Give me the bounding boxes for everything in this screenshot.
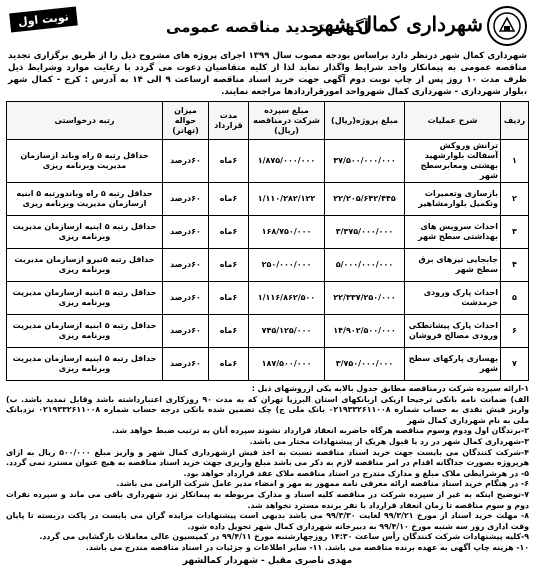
- conditions-list: [6, 381, 529, 554]
- work-description: جابجایی تیرهای برق سطح شهر: [405, 249, 501, 282]
- advance-percent: ۶۰درصد: [163, 315, 209, 348]
- table-header-row: [7, 102, 529, 140]
- advance-percent: ۶۰درصد: [163, 183, 209, 216]
- required-grade: حداقل رتبه ۵ راه وباندورتبه ۵ ابنیه ازسازمان مدیریت وبرنامه ریزی: [7, 183, 163, 216]
- project-budget: ۳/۷۵۰/۰۰۰/۰۰۰: [325, 348, 405, 381]
- tender-deposit: ۷۴۵/۱۲۵/۰۰۰: [249, 315, 325, 348]
- work-description: احداث پارک ورودی خرمدشت: [405, 282, 501, 315]
- work-description: احداث پارک پیشانطکی ورودی مصالح فروشان: [405, 315, 501, 348]
- required-grade: حداقل رتبه ۵ ابنیه ازسازمان مدیریت وبرنامه ریزی: [7, 216, 163, 249]
- table-row: [7, 348, 529, 381]
- row-number: ۳: [501, 216, 529, 249]
- intro-paragraph: شهرداری کمال شهر درنظر دارد براساس بودجه مصوب سال ۱۳۹۹ اجرای پروژه های مشروح ذیل را از طریق برگزاری تجدید مناقصه عمومی به پیمانکار واجد شرایط واگذار نماید لذا از کلیه متقاضیان دعوت می گردد با رعایت موارد وشرایط ذیل ظرف مدت ۱۰ روز پس از چاپ نوبت دوم آگهی جهت خرید اسناد مناقصه ازساعت ۹ الی ۱۴ به آدرس : کرج - کمال شهر ،بلوار شهرداری - شهرداری کمال شهرواحد امورقراردادها مراجعه نمایند.: [8, 51, 528, 97]
- table-row: [7, 282, 529, 315]
- project-budget: ۵/۰۰۰/۰۰۰/۰۰۰: [325, 249, 405, 282]
- header-work: شرح عملیات: [405, 102, 501, 140]
- contract-duration: ۶ماه: [209, 348, 249, 381]
- condition-item: ۵- در هرشرایطی ملاک مبلغ و مدارک مندرج در اسناد مناقصه ملاک عقد قرارداد خواهد بود.: [183, 468, 529, 478]
- header-deposit: مبلغ سپرده شرکت درمناقصه (ریال): [249, 102, 325, 140]
- contract-duration: ۶ماه: [209, 183, 249, 216]
- required-grade: حداقل رتبه ۵ ابنیه ازسازمان مدیریت وبرنامه ریزی: [7, 348, 163, 381]
- header-advance: میزان حواله (تهاتر): [163, 102, 209, 140]
- header-grade: رتبه درخواستی: [7, 102, 163, 140]
- condition-item: ۹-کلیه پیشنهادات شرکت کنندگان رأس ساعت ۱۴:۳۰ روزچهارشنبه مورخ ۹۹/۴/۱۱ در کمیسیون عالی معاملات بازگشایی می گردد.: [39, 532, 529, 542]
- contract-duration: ۶ماه: [209, 140, 249, 183]
- condition-item: ۱-ارائه سپرده شرکت درمناقصه مطابق جدول بالابه یکی ازروشهای ذیل :: [251, 384, 529, 393]
- condition-item: الف) ضمانت نامه بانکی ترجیحا ازیکی ازبانکهای استان البرزیا تهران که به مدت ۹۰ روزکاری اعتبارداشته باشد وقابل تمدید باشد. ب) واریز فیش نقدی به حساب شماره ۰۲۱۹۳۳۲۶۱۱۰۰۸ بانک ملی ج) چک تضمین شده بانکی درجه حساب شماره ۰۲۱۹۳۳۲۶۱۱۰۰۸ نزدبانک ملی به نام شهرداری کمال شهر: [6, 394, 529, 425]
- work-description: بازسازی وتعمیرات وتکمیل بلوارمشاهیر: [405, 183, 501, 216]
- table-row: [7, 183, 529, 216]
- row-number: ۱: [501, 140, 529, 183]
- condition-item: ۸- مهلت خرید اسناد از مورخ ۹۹/۳/۲۱ لغایت ۹۹/۳/۳۰ می باشد بدیهی است پیشنهادات مزایده گران می بایست در پاکت دربسته تا پایان وقت اداری روز سه شنبه مورخ ۹۹/۴/۱۰ به دبیرخانه شهرداری کمال شهر تحویل داده شود.: [6, 511, 529, 531]
- condition-item: ۲-برندگان اول ودوم وسوم مناقصه هرگاه حاضربه انعقاد قرارداد نشوند سپرده آنان به ترتیب ضبط خواهد شد.: [111, 426, 529, 436]
- projects-table: [6, 101, 529, 381]
- tender-deposit: ۱/۱۱۶/۸۶۲/۵۰۰: [249, 282, 325, 315]
- contract-duration: ۶ماه: [209, 282, 249, 315]
- tender-deposit: ۲۵۰/۰۰۰/۰۰۰: [249, 249, 325, 282]
- table-row: [7, 216, 529, 249]
- advance-percent: ۶۰درصد: [163, 216, 209, 249]
- contract-duration: ۶ماه: [209, 249, 249, 282]
- project-budget: ۲۲/۳۳۷/۲۵۰/۰۰۰: [325, 282, 405, 315]
- advance-percent: ۶۰درصد: [163, 249, 209, 282]
- row-number: ۲: [501, 183, 529, 216]
- condition-item: ۳-شهرداری کمال شهر در رد یا قبول هریک از پیشنهادات مختار می باشد.: [249, 436, 529, 446]
- municipality-name: شهرداری کمال شهر: [313, 12, 483, 36]
- condition-item: ۷-توضیح اینکه به غیر از سپرده شرکت در مناقصه کلیه اسناد و مدارک مربوطه به پیمانکار نزد شهرداری باقی می ماند و سپرده نفرات دوم و سوم مناقصه تا زمان انعقاد قرارداد با نفر برنده مسترد نخواهد شد.: [6, 489, 529, 510]
- condition-item: ۴-شرکت کنندگان می بایست جهت خرید اسناد مناقصه نسبت به اخذ فیش ازشهرداری کمال شهر و واریز مبلغ ۵۰۰/۰۰۰ ریال به ازای هرپروژه بصورت جداگانه اقدام در امر مناقصه لازم به ذکر می باشد مبلغ واریزی جهت خرید اسناد مناقصه به هیچ عنوان مسترد نمی گردد.: [6, 447, 529, 468]
- tender-deposit: ۱۶۸/۷۵۰/۰۰۰: [249, 216, 325, 249]
- row-number: ۶: [501, 315, 529, 348]
- header-duration: مدت قرارداد: [209, 102, 249, 140]
- row-number: ۴: [501, 249, 529, 282]
- required-grade: حداقل رتبه ۵ ابنیه ازسازمان مدیریت وبرنامه ریزی: [7, 315, 163, 348]
- work-description: ترانش وروکش آسفالت بلوارشهید بهشتی ومعابرسطح شهر: [405, 140, 501, 183]
- project-budget: ۳۷/۵۰۰/۰۰۰/۰۰۰: [325, 140, 405, 183]
- required-grade: حداقل رتبه ۵نیرو ازسازمان مدیریت وبرنامه ریزی: [7, 249, 163, 282]
- notice-title: آگهی تجدید مناقصه عمومی: [166, 18, 369, 36]
- advance-percent: ۶۰درصد: [163, 282, 209, 315]
- table-row: [7, 249, 529, 282]
- project-budget: ۲۲/۲۰۵/۶۴۲/۴۴۵: [325, 183, 405, 216]
- header-row-number: ردیف: [501, 102, 529, 140]
- required-grade: حداقل رتبه ۵ راه وباند ازسازمان مدیریت وبرنامه ریزی: [7, 140, 163, 183]
- mayor-signature: مهدی ناصری مقبل - شهردار کمالشهر: [182, 555, 353, 566]
- notice-header: [6, 4, 529, 48]
- condition-item: ۱۰- هزینه چاپ آگهی به عهده برنده مناقصه می باشد. ۱۱- سایر اطلاعات و جزئیات در اسناد مناقصه مندرج می باشد.: [85, 542, 529, 552]
- header-budget: مبلغ پروژه(ریال): [325, 102, 405, 140]
- tender-deposit: ۱/۸۷۵/۰۰۰/۰۰۰: [249, 140, 325, 183]
- tender-deposit: ۱۸۷/۵۰۰/۰۰۰: [249, 348, 325, 381]
- work-description: احداث سرویس های بهداشتی سطح شهر: [405, 216, 501, 249]
- row-number: ۵: [501, 282, 529, 315]
- work-description: بهسازی پارکهای سطح شهر: [405, 348, 501, 381]
- table-row: [7, 140, 529, 183]
- required-grade: حداقل رتبه ۵ ابنیه ازسازمان مدیریت وبرنامه ریزی: [7, 282, 163, 315]
- table-row: [7, 315, 529, 348]
- edition-badge: نوبت اول: [9, 7, 77, 33]
- advance-percent: ۶۰درصد: [163, 140, 209, 183]
- contract-duration: ۶ماه: [209, 216, 249, 249]
- advance-percent: ۶۰درصد: [163, 348, 209, 381]
- tender-deposit: ۱/۱۱۰/۲۸۲/۱۲۲: [249, 183, 325, 216]
- project-budget: ۳/۳۷۵/۰۰۰/۰۰۰: [325, 216, 405, 249]
- row-number: ۷: [501, 348, 529, 381]
- condition-item: ۶- در هنگام خرید اسناد مناقصه ارائه معرفی نامه ممهور به مهر و امضاء مدیر عامل شرکت الزامی می باشد.: [116, 479, 529, 489]
- contract-duration: ۶ماه: [209, 315, 249, 348]
- project-budget: ۱۴/۹۰۲/۵۰۰/۰۰۰: [325, 315, 405, 348]
